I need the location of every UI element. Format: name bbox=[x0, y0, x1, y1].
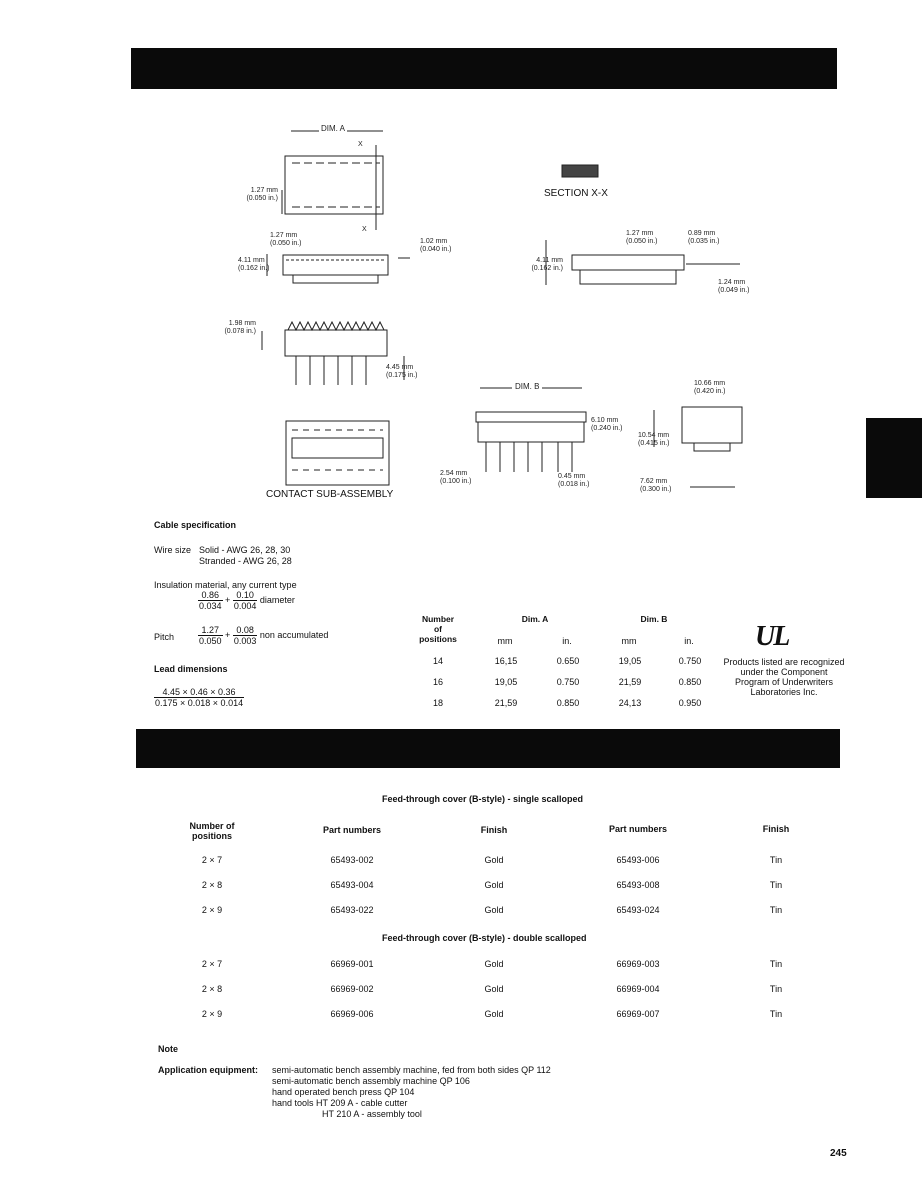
dim-102: 1.02 mm (0.040 in.) bbox=[420, 238, 452, 253]
dim-1054: 10.54 mm (0.415 in.) bbox=[638, 432, 670, 447]
parts-header-number: Number of positions bbox=[189, 821, 235, 841]
dim-127-side: 1.27 mm (0.050 in.) bbox=[270, 232, 302, 247]
dim-table-header-dim-a: Dim. A bbox=[521, 614, 549, 624]
dim-b-label: DIM. B bbox=[512, 383, 542, 391]
dim-table-header-number: Number of positions bbox=[419, 614, 457, 644]
wire-solid: Solid - AWG 26, 28, 30 bbox=[199, 545, 291, 555]
pitch-formula: $\frac{1.27}{0.050}$ + $\frac{0.08}{0.003}$ non accumulated bbox=[199, 625, 329, 646]
table-row: 18 21,59 0.850 24,13 0.950 bbox=[432, 698, 702, 708]
pitch-frac-a: $\frac{1.27}{0.050}$ bbox=[199, 625, 222, 646]
dim-table-header-dim-b: Dim. B bbox=[640, 614, 668, 624]
dim-127-right: 1.27 mm (0.050 in.) bbox=[626, 230, 658, 245]
dim-a-label: DIM. A bbox=[321, 124, 346, 133]
single-scalloped-title: Feed-through cover (B-style) - single scalloped bbox=[382, 794, 584, 804]
dim-1066: 10.66 mm (0.420 in.) bbox=[694, 380, 726, 395]
dim-045: 0.45 mm (0.018 in.) bbox=[558, 473, 590, 488]
dim-411-left: 4.11 mm (0.162 in.) bbox=[238, 257, 270, 272]
table-row: 16 19,05 0.750 21,59 0.850 bbox=[432, 677, 702, 687]
x-label-bottom: X bbox=[362, 226, 367, 233]
dim-a-in-header: in. bbox=[562, 636, 572, 646]
application-equipment-label: Application equipment: bbox=[158, 1065, 258, 1075]
parts-header-part2: Part numbers bbox=[608, 824, 668, 834]
wire-stranded: Stranded - AWG 26, 28 bbox=[199, 556, 292, 566]
x-label-top: X bbox=[358, 141, 363, 148]
contact-sub-assembly-label: CONTACT SUB-ASSEMBLY bbox=[266, 489, 394, 500]
technical-drawings bbox=[0, 0, 922, 520]
dim-124: 1.24 mm (0.049 in.) bbox=[718, 279, 750, 294]
note-line: hand operated bench press QP 104 bbox=[272, 1087, 415, 1097]
insulation-formula: $\frac{0.86}{0.034}$ + $\frac{0.10}{0.004}$ diameter bbox=[199, 590, 295, 611]
note-line: semi-automatic bench assembly machine QP 106 bbox=[272, 1076, 470, 1086]
parts-header-finish2: Finish bbox=[762, 824, 790, 834]
ul-logo: UL bbox=[755, 621, 789, 652]
note-line: hand tools HT 209 A - cable cutter bbox=[272, 1098, 408, 1108]
ins-frac-b: $\frac{0.10}{0.004}$ bbox=[233, 590, 257, 611]
middle-section-bar bbox=[136, 729, 840, 768]
pitch-label: Pitch bbox=[154, 632, 175, 642]
dim-445: 4.45 mm (0.175 in.) bbox=[386, 364, 418, 379]
dim-762: 7.62 mm (0.300 in.) bbox=[640, 478, 672, 493]
dim-b-in-header: in. bbox=[684, 636, 694, 646]
dim-254: 2.54 mm (0.100 in.) bbox=[440, 470, 472, 485]
note-line: HT 210 A - assembly tool bbox=[322, 1109, 422, 1119]
wire-size-label: Wire size bbox=[154, 545, 192, 555]
lead-dimensions-title: Lead dimensions bbox=[154, 664, 228, 674]
table-row: 14 16,15 0.650 19,05 0.750 bbox=[432, 656, 702, 666]
pitch-frac-b: $\frac{0.08}{0.003}$ bbox=[233, 625, 257, 646]
dim-198: 1.98 mm (0.078 in.) bbox=[224, 320, 256, 335]
dim-610: 6.10 mm (0.240 in.) bbox=[591, 417, 623, 432]
section-x-x-label: SECTION X-X bbox=[544, 188, 608, 199]
double-scalloped-title: Feed-through cover (B-style) - double scalloped bbox=[382, 933, 587, 943]
note-title: Note bbox=[158, 1044, 178, 1054]
dim-089: 0.89 mm (0.035 in.) bbox=[688, 230, 720, 245]
parts-header-part1: Part numbers bbox=[322, 825, 382, 835]
dim-127-top: 1.27 mm (0.050 in.) bbox=[246, 187, 278, 202]
ins-frac-a: $\frac{0.86}{0.034}$ bbox=[199, 590, 222, 611]
dim-a-mm-header: mm bbox=[497, 636, 513, 646]
cable-spec-title: Cable specification bbox=[154, 520, 237, 530]
ul-recognition-text: Products listed are recognized under the Component Program of Underwriters Laboratories Inc. bbox=[723, 657, 845, 697]
note-line: semi-automatic bench assembly machine, fed from both sides QP 112 bbox=[272, 1065, 551, 1075]
dim-b-mm-header: mm bbox=[621, 636, 637, 646]
page-number: 245 bbox=[830, 1148, 847, 1159]
lead-formula: $\frac{4.45 \times 0.46 \times 0.36}{0.175 \times 0.018 \times 0.014}$ bbox=[155, 687, 244, 708]
parts-header-finish1: Finish bbox=[480, 825, 508, 835]
insulation-label: Insulation material, any current type bbox=[154, 580, 297, 590]
dim-411-right: 4.11 mm (0.162 in.) bbox=[531, 257, 563, 272]
